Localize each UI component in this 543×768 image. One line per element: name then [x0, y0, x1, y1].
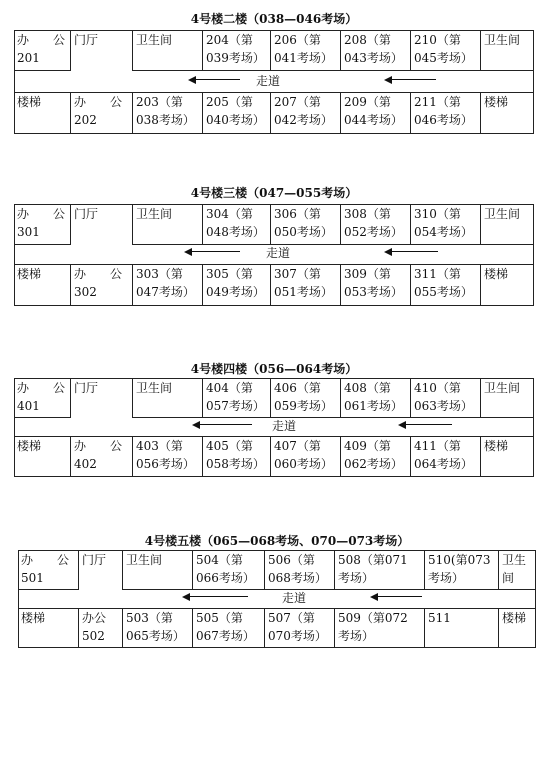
room-restroom: 卫生间: [126, 553, 163, 567]
room-209: 209（第 044考场）: [344, 95, 403, 127]
room-311: 311（第 055考场）: [414, 267, 473, 299]
room-507: 507（第 070考场）: [268, 611, 327, 643]
room-office: 办 公 501: [21, 553, 70, 585]
room-505: 505（第 067考场）: [196, 611, 255, 643]
room-office: 办 公 201: [17, 33, 66, 65]
room-stairs: 楼梯: [17, 267, 42, 281]
room-207: 207（第 042考场）: [274, 95, 333, 127]
room-203: 203（第 038考场）: [136, 95, 195, 127]
walk-direction-arrow-icon: [370, 593, 422, 601]
room-504: 504（第 066考场）: [196, 553, 255, 585]
room-office: 办 公 401: [17, 381, 66, 413]
room-office: 办 公 202: [74, 95, 123, 127]
room-403: 403（第 056考场）: [136, 439, 195, 471]
room-405: 405（第 058考场）: [206, 439, 265, 471]
room-309: 309（第 053考场）: [344, 267, 403, 299]
room-304: 304（第 048考场）: [206, 207, 265, 239]
room-stairs-right: 楼梯: [484, 267, 509, 281]
room-509: 509（第072 考场）: [338, 611, 408, 643]
room-204: 204（第 039考场）: [206, 33, 265, 65]
room-307: 307（第 051考场）: [274, 267, 333, 299]
walkway-label: 走道: [271, 419, 296, 433]
room-206: 206（第 041考场）: [274, 33, 333, 65]
room-bottom-rule: [132, 417, 534, 418]
right-border: [535, 550, 536, 648]
room-306: 306（第 050考场）: [274, 207, 333, 239]
room-210: 210（第 045考场）: [414, 33, 473, 65]
room-508: 508（第071 考场）: [338, 553, 408, 585]
walk-direction-arrow-icon: [192, 421, 252, 429]
room-410: 410（第 063考场）: [414, 381, 473, 413]
office-bottom-rule: [18, 589, 78, 590]
floor-title: 4号楼二楼（038—046考场）: [190, 12, 358, 26]
floor-bottom-rule: [14, 305, 534, 306]
floor-title: 4号楼五楼（065—068考场、070—073考场）: [144, 534, 410, 548]
room-restroom-right: 卫生 间: [502, 553, 527, 585]
room-404: 404（第 057考场）: [206, 381, 265, 413]
room-511: 511: [428, 611, 451, 625]
floor-bottom-rule: [14, 476, 534, 477]
room-305: 305（第 049考场）: [206, 267, 265, 299]
room-office: 办 公 302: [74, 267, 123, 299]
room-211: 211（第 046考场）: [414, 95, 473, 127]
room-411: 411（第 064考场）: [414, 439, 473, 471]
room-407: 407（第 060考场）: [274, 439, 333, 471]
floor-2-plan: [14, 8, 534, 128]
room-409: 409（第 062考场）: [344, 439, 403, 471]
room-office: 办 公 301: [17, 207, 66, 239]
room-lobby: 门厅: [74, 207, 99, 221]
room-stairs: 楼梯: [21, 611, 46, 625]
walk-direction-arrow-icon: [188, 76, 240, 84]
room-stairs-right: 楼梯: [502, 611, 527, 625]
room-205: 205（第 040考场）: [206, 95, 265, 127]
floor-bottom-rule: [18, 647, 536, 648]
office-bottom-rule: [14, 417, 70, 418]
room-208: 208（第 043考场）: [344, 33, 403, 65]
walk-direction-arrow-icon: [182, 593, 248, 601]
room-lobby: 门厅: [74, 381, 99, 395]
room-stairs-right: 楼梯: [484, 95, 509, 109]
right-border: [533, 378, 534, 477]
walkway-label: 走道: [265, 246, 290, 260]
room-restroom: 卫生间: [136, 33, 173, 47]
floor-bottom-rule: [14, 133, 534, 134]
room-303: 303（第 047考场）: [136, 267, 195, 299]
room-408: 408（第 061考场）: [344, 381, 403, 413]
room-office: 办 公 402: [74, 439, 123, 471]
room-510: 510(第073 考场）: [428, 553, 491, 585]
walk-direction-arrow-icon: [384, 76, 436, 84]
walk-direction-arrow-icon: [184, 248, 240, 256]
room-stairs: 楼梯: [17, 439, 42, 453]
floor-title: 4号楼四楼（056—064考场）: [190, 362, 358, 376]
walk-direction-arrow-icon: [384, 248, 438, 256]
room-restroom: 卫生间: [136, 381, 173, 395]
walk-direction-arrow-icon: [398, 421, 452, 429]
room-restroom-right: 卫生间: [484, 381, 521, 395]
room-restroom-right: 卫生间: [484, 207, 521, 221]
walkway-label: 走道: [255, 74, 280, 88]
room-office: 办公 502: [82, 611, 107, 643]
room-lobby: 门厅: [74, 33, 99, 47]
floor-title: 4号楼三楼（047—055考场）: [190, 186, 358, 200]
room-bottom-rule: [122, 589, 536, 590]
floor-4-plan: [14, 358, 534, 478]
floor-3-plan: [14, 184, 534, 304]
room-308: 308（第 052考场）: [344, 207, 403, 239]
room-506: 506（第 068考场）: [268, 553, 327, 585]
room-503: 503（第 065考场）: [126, 611, 185, 643]
room-310: 310（第 054考场）: [414, 207, 473, 239]
room-lobby: 门厅: [82, 553, 107, 567]
floor-5-plan: [18, 530, 536, 650]
right-border: [533, 30, 534, 134]
room-406: 406（第 059考场）: [274, 381, 333, 413]
room-restroom-right: 卫生间: [484, 33, 521, 47]
room-stairs-right: 楼梯: [484, 439, 509, 453]
room-restroom: 卫生间: [136, 207, 173, 221]
room-stairs: 楼梯: [17, 95, 42, 109]
walkway-label: 走道: [281, 591, 306, 605]
right-border: [533, 204, 534, 306]
